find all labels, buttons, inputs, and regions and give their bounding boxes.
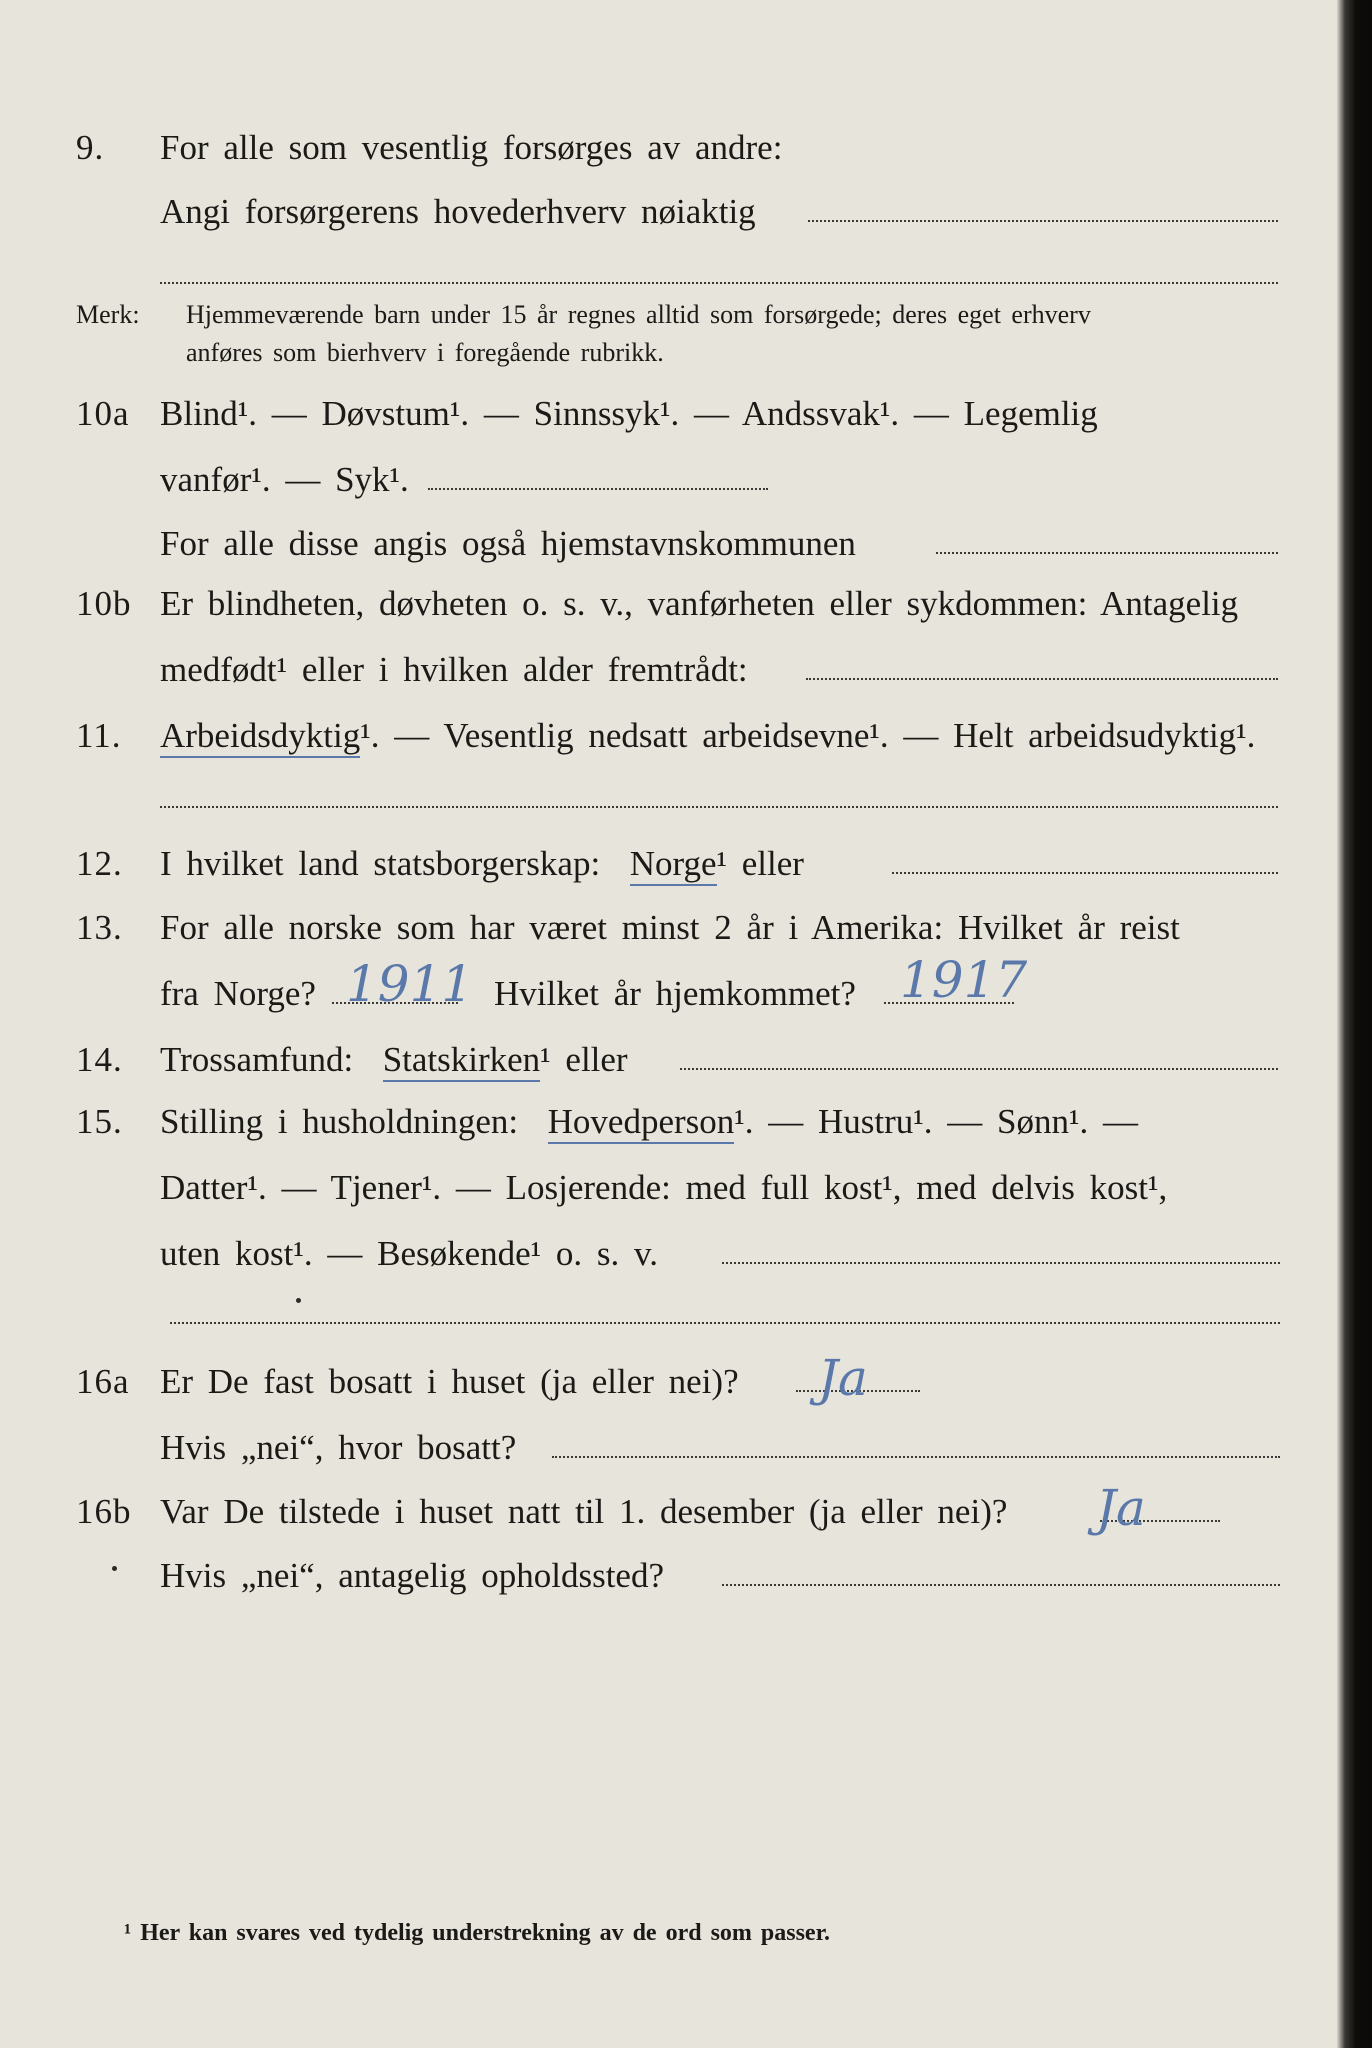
q13-reist-label: fra Norge? [160,974,316,1013]
q14-question: Trossamfund: [160,1040,354,1079]
q12-answer-line[interactable] [892,872,1278,874]
q11-number: 11. [76,716,122,755]
q13-hjemkommet-label: Hvilket år hjemkommet? [494,974,856,1013]
q14-option-statskirken[interactable]: Statskirken [383,1040,540,1082]
q16a-text-line2: Hvis „nei“, hvor bosatt? [160,1428,517,1467]
q10a-kommune-line[interactable] [936,552,1278,554]
q10b-row1 [0,574,1336,634]
q15-answer-line[interactable] [722,1262,1280,1264]
merk-label: Merk: [76,300,140,329]
q11-options-rest: ¹. — Vesentlig nedsatt arbeidsevne¹. — Helt arbeidsudyktig¹. [360,716,1256,755]
q10b-number: 10b [76,584,132,623]
q14-row [0,1030,1336,1090]
q16a-row2 [0,1418,1336,1478]
q16b-text-line2: Hvis „nei“, antagelig opholdssted? [160,1556,664,1595]
q16a-number: 16a [76,1362,130,1401]
q15-text-line3: uten kost¹. — Besøkende¹ o. s. v. [160,1234,659,1273]
q10a-row3 [0,514,1336,574]
q15-row2 [0,1158,1336,1218]
q12-text [160,834,804,894]
q9-row2 [0,182,1336,242]
q12-row [0,834,1336,894]
q16a-row1 [0,1349,1336,1412]
merk-text-line1: Hjemmeværende barn under 15 år regnes alltid som forsørgede; deres eget erhverv [186,300,1091,329]
footnote: ¹ Her kan svares ved tydelig understrekning av de ord som passer. [124,1920,831,1946]
q14-text [160,1030,628,1090]
q12-post: ¹ eller [716,844,804,883]
q10a-row1 [0,384,1336,444]
q11-option-arbeidsdyktig[interactable]: Arbeidsdyktig [160,716,360,758]
q16b-row2 [0,1546,1336,1606]
q15-row1 [0,1092,1336,1152]
q15-row3 [0,1224,1336,1284]
q15-text-line2: Datter¹. — Tjener¹. — Losjerende: med full kost¹, med delvis kost¹, [160,1168,1168,1207]
q10a-syk-line[interactable] [428,488,768,490]
q13-row2 [0,951,1336,1024]
q15-options-rest1: ¹. — Hustru¹. — Sønn¹. — [734,1102,1138,1141]
ink-speck [296,1298,301,1303]
q13-text-line1: For alle norske som har været minst 2 år i Amerika: Hvilket år reist [160,908,1180,947]
q9-answer-line2[interactable] [160,282,1278,284]
q16b-answer: Ja [1096,1479,1146,1537]
q13-reist-answer: 1911 [346,955,474,1013]
q16b-opholdssted-line[interactable] [722,1584,1280,1586]
q15-number: 15. [76,1102,123,1141]
q9-row1 [0,118,1336,178]
q10a-text-line1: Blind¹. — Døvstum¹. — Sinnssyk¹. — Andssvak¹. — Legemlig [160,394,1098,433]
q10b-row2 [0,640,1336,700]
q13-number: 13. [76,908,123,947]
q10a-number: 10a [76,394,130,433]
q9-text-line1: For alle som vesentlig forsørges av andre: [160,128,783,167]
q16b-number: 16b [76,1492,132,1531]
q10b-answer-line[interactable] [806,678,1278,680]
scan-edge-shadow [1336,0,1372,2048]
q12-question: I hvilket land statsborgerskap: [160,844,601,883]
q14-post: ¹ eller [540,1040,628,1079]
q10a-row2 [0,450,1336,510]
q15-question: Stilling i husholdningen: [160,1102,519,1141]
q11-options [160,706,1255,766]
q16b-text-line1: Var De tilstede i huset natt til 1. desember (ja eller nei)? [160,1492,1008,1531]
q10a-text-line3: For alle disse angis også hjemstavnskommunen [160,524,856,563]
q9-answer-line[interactable] [808,220,1278,222]
q14-answer-line[interactable] [680,1068,1278,1070]
q16a-bosatt-line[interactable] [552,1456,1280,1458]
q16a-text-line1: Er De fast bosatt i huset (ja eller nei)? [160,1362,739,1401]
q9-number: 9. [76,128,105,167]
q16a-answer: Ja [818,1349,868,1407]
q11-answer-line[interactable] [160,806,1278,808]
merk-text-line2: anføres som bierhverv i foregående rubrikk. [186,338,664,367]
q10a-text-line2: vanfør¹. — Syk¹. [160,460,409,499]
q15-text-line1 [160,1092,1138,1152]
q13-hjemkommet-answer: 1917 [900,951,1028,1009]
q10b-text-line1: Er blindheten, døvheten o. s. v., vanførheten eller sykdommen: Antagelig [160,584,1239,623]
q14-number: 14. [76,1040,123,1079]
q15-answer-line2[interactable] [170,1322,1280,1324]
q10b-text-line2: medfødt¹ eller i hvilken alder fremtrådt: [160,650,748,689]
q13-row1 [0,898,1336,958]
q12-option-norge[interactable]: Norge [630,844,717,886]
q9-text-line2: Angi forsørgerens hovederhverv nøiaktig [160,192,756,231]
q12-number: 12. [76,844,123,883]
q15-option-hovedperson[interactable]: Hovedperson [548,1102,735,1144]
q16b-row1 [0,1479,1336,1542]
q11-row [0,706,1336,766]
